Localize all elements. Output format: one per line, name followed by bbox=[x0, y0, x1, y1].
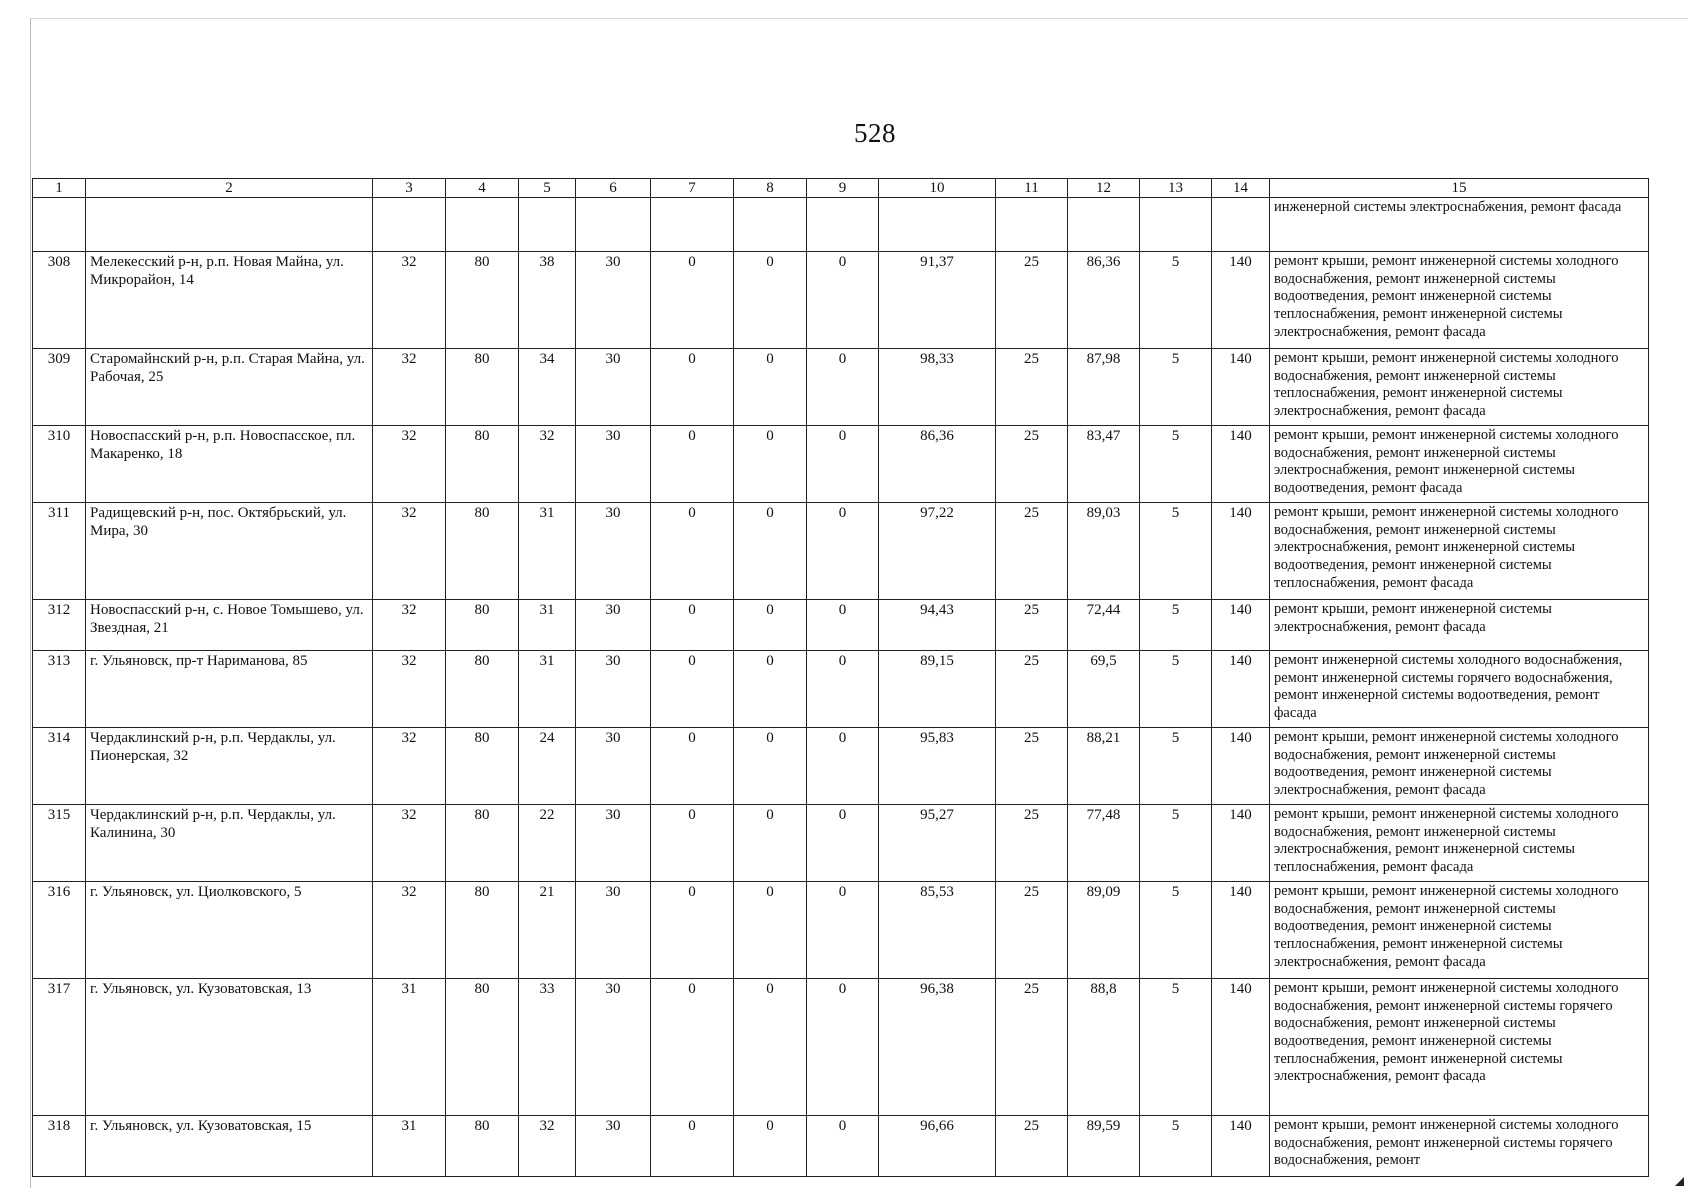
cell-value: 0 bbox=[807, 979, 879, 1116]
column-header: 8 bbox=[734, 179, 807, 198]
cell-value: 89,09 bbox=[1068, 882, 1140, 979]
cell-value: 32 bbox=[373, 252, 446, 349]
cell-value: 140 bbox=[1212, 882, 1270, 979]
table-row bbox=[33, 198, 1649, 252]
column-header: 7 bbox=[651, 179, 734, 198]
cell-value bbox=[734, 198, 807, 252]
cell-value bbox=[996, 198, 1068, 252]
cell-value: 31 bbox=[373, 979, 446, 1116]
cell-works: ремонт крыши, ремонт инженерной системы холодного водоснабжения, ремонт инженерной системы электроснабжения, ремонт инженерной системы водоотведения, ремонт инженерной системы теплоснабжения, ремонт фасада bbox=[1270, 503, 1649, 600]
cell-value: 0 bbox=[807, 882, 879, 979]
cell-value: 89,15 bbox=[879, 651, 996, 728]
cell-value: 0 bbox=[651, 882, 734, 979]
cell-value: 140 bbox=[1212, 1116, 1270, 1177]
cell-works: ремонт крыши, ремонт инженерной системы холодного водоснабжения, ремонт инженерной системы водоотведения, ремонт инженерной системы электроснабжения, ремонт фасада bbox=[1270, 728, 1649, 805]
cell-value: 140 bbox=[1212, 252, 1270, 349]
cell-value: 5 bbox=[1140, 805, 1212, 882]
cell-value: 89,03 bbox=[1068, 503, 1140, 600]
table-row bbox=[33, 349, 1649, 426]
cell-value: 97,22 bbox=[879, 503, 996, 600]
cell-row-number: 311 bbox=[33, 503, 86, 600]
cell-value: 30 bbox=[576, 426, 651, 503]
cell-value: 91,37 bbox=[879, 252, 996, 349]
cell-address: Чердаклинский р-н, р.п. Чердаклы, ул. Калинина, 30 bbox=[86, 805, 373, 882]
cell-address: Мелекесский р-н, р.п. Новая Майна, ул. Микрорайон, 14 bbox=[86, 252, 373, 349]
cell-value: 0 bbox=[734, 349, 807, 426]
cell-value: 25 bbox=[996, 651, 1068, 728]
cell-value: 88,8 bbox=[1068, 979, 1140, 1116]
table-row bbox=[33, 252, 1649, 349]
cell-value bbox=[519, 198, 576, 252]
cell-value: 0 bbox=[807, 1116, 879, 1177]
cell-value: 0 bbox=[734, 979, 807, 1116]
cell-row-number: 309 bbox=[33, 349, 86, 426]
cell-value: 0 bbox=[807, 600, 879, 651]
cell-value: 77,48 bbox=[1068, 805, 1140, 882]
cell-value: 25 bbox=[996, 805, 1068, 882]
cell-value: 0 bbox=[651, 426, 734, 503]
cell-address: г. Ульяновск, ул. Циолковского, 5 bbox=[86, 882, 373, 979]
cell-value: 30 bbox=[576, 252, 651, 349]
cell-value: 31 bbox=[519, 503, 576, 600]
cell-address: Новоспасский р-н, с. Новое Томышево, ул. Звездная, 21 bbox=[86, 600, 373, 651]
cell-address: Радищевский р-н, пос. Октябрьский, ул. Мира, 30 bbox=[86, 503, 373, 600]
cell-value: 0 bbox=[734, 728, 807, 805]
cell-value: 140 bbox=[1212, 805, 1270, 882]
cell-row-number: 316 bbox=[33, 882, 86, 979]
cell-address: Старомайнский р-н, р.п. Старая Майна, ул. Рабочая, 25 bbox=[86, 349, 373, 426]
corner-triangle-icon bbox=[1675, 1177, 1684, 1186]
cell-value: 38 bbox=[519, 252, 576, 349]
cell-value: 0 bbox=[807, 349, 879, 426]
cell-works: ремонт крыши, ремонт инженерной системы холодного водоснабжения, ремонт инженерной системы горячего водоснабжения, ремонт инженерной системы водоотведения, ремонт инженерной системы теплоснабжения, ремонт инженерной системы электроснабжения, ремонт фасада bbox=[1270, 979, 1649, 1116]
cell-value: 96,38 bbox=[879, 979, 996, 1116]
column-header: 15 bbox=[1270, 179, 1649, 198]
cell-value: 0 bbox=[734, 805, 807, 882]
cell-value: 30 bbox=[576, 600, 651, 651]
cell-row-number: 310 bbox=[33, 426, 86, 503]
column-header: 13 bbox=[1140, 179, 1212, 198]
cell-value: 98,33 bbox=[879, 349, 996, 426]
cell-value: 87,98 bbox=[1068, 349, 1140, 426]
cell-value: 30 bbox=[576, 979, 651, 1116]
cell-value: 88,21 bbox=[1068, 728, 1140, 805]
cell-value: 32 bbox=[373, 503, 446, 600]
cell-works: ремонт крыши, ремонт инженерной системы холодного водоснабжения, ремонт инженерной системы водоотведения, ремонт инженерной системы теплоснабжения, ремонт инженерной системы электроснабжения, ремонт фасада bbox=[1270, 252, 1649, 349]
cell-works: ремонт крыши, ремонт инженерной системы холодного водоснабжения, ремонт инженерной системы электроснабжения, ремонт инженерной системы водоотведения, ремонт фасада bbox=[1270, 426, 1649, 503]
cell-value bbox=[879, 198, 996, 252]
cell-value: 85,53 bbox=[879, 882, 996, 979]
cell-value: 25 bbox=[996, 728, 1068, 805]
cell-value bbox=[1068, 198, 1140, 252]
cell-value: 25 bbox=[996, 979, 1068, 1116]
cell-value: 140 bbox=[1212, 651, 1270, 728]
table-row bbox=[33, 728, 1649, 805]
cell-value: 140 bbox=[1212, 728, 1270, 805]
table-row bbox=[33, 1116, 1649, 1177]
cell-value: 32 bbox=[373, 651, 446, 728]
cell-works: ремонт крыши, ремонт инженерной системы холодного водоснабжения, ремонт инженерной системы водоотведения, ремонт инженерной системы теплоснабжения, ремонт инженерной системы электроснабжения, ремонт фасада bbox=[1270, 882, 1649, 979]
cell-value: 0 bbox=[807, 728, 879, 805]
cell-value: 80 bbox=[446, 651, 519, 728]
cell-value: 0 bbox=[651, 1116, 734, 1177]
cell-value bbox=[651, 198, 734, 252]
cell-value: 5 bbox=[1140, 728, 1212, 805]
cell-value: 94,43 bbox=[879, 600, 996, 651]
cell-value: 95,83 bbox=[879, 728, 996, 805]
cell-value: 5 bbox=[1140, 651, 1212, 728]
cell-value: 30 bbox=[576, 805, 651, 882]
cell-value: 31 bbox=[373, 1116, 446, 1177]
cell-value: 80 bbox=[446, 503, 519, 600]
cell-value: 5 bbox=[1140, 252, 1212, 349]
cell-value: 5 bbox=[1140, 1116, 1212, 1177]
cell-value bbox=[576, 198, 651, 252]
column-header: 2 bbox=[86, 179, 373, 198]
cell-value: 140 bbox=[1212, 349, 1270, 426]
cell-value: 0 bbox=[734, 426, 807, 503]
cell-works: ремонт инженерной системы холодного водоснабжения, ремонт инженерной системы горячего водоснабжения, ремонт инженерной системы водоотведения, ремонт фасада bbox=[1270, 651, 1649, 728]
cell-value: 0 bbox=[734, 252, 807, 349]
column-header: 6 bbox=[576, 179, 651, 198]
cell-value: 5 bbox=[1140, 426, 1212, 503]
cell-value: 140 bbox=[1212, 426, 1270, 503]
cell-value: 0 bbox=[807, 805, 879, 882]
cell-works: ремонт крыши, ремонт инженерной системы электроснабжения, ремонт фасада bbox=[1270, 600, 1649, 651]
table-row bbox=[33, 805, 1649, 882]
cell-value: 30 bbox=[576, 503, 651, 600]
cell-value: 25 bbox=[996, 252, 1068, 349]
cell-value: 25 bbox=[996, 1116, 1068, 1177]
cell-works: ремонт крыши, ремонт инженерной системы холодного водоснабжения, ремонт инженерной системы горячего водоснабжения, ремонт bbox=[1270, 1116, 1649, 1177]
cell-value: 0 bbox=[734, 882, 807, 979]
cell-value: 31 bbox=[519, 651, 576, 728]
cell-value: 25 bbox=[996, 426, 1068, 503]
table-row bbox=[33, 651, 1649, 728]
cell-value: 0 bbox=[734, 1116, 807, 1177]
cell-value: 21 bbox=[519, 882, 576, 979]
cell-value: 0 bbox=[651, 503, 734, 600]
cell-value: 0 bbox=[807, 252, 879, 349]
cell-value: 80 bbox=[446, 600, 519, 651]
column-header: 11 bbox=[996, 179, 1068, 198]
cell-value: 95,27 bbox=[879, 805, 996, 882]
cell-value: 0 bbox=[734, 503, 807, 600]
cell-value: 30 bbox=[576, 1116, 651, 1177]
page-number: 528 bbox=[854, 118, 896, 148]
cell-row-number: 318 bbox=[33, 1116, 86, 1177]
column-header: 10 bbox=[879, 179, 996, 198]
cell-value: 0 bbox=[651, 600, 734, 651]
cell-value: 83,47 bbox=[1068, 426, 1140, 503]
cell-value: 0 bbox=[651, 349, 734, 426]
cell-value: 0 bbox=[651, 805, 734, 882]
cell-value: 30 bbox=[576, 651, 651, 728]
column-header: 4 bbox=[446, 179, 519, 198]
table-row bbox=[33, 503, 1649, 600]
column-header: 12 bbox=[1068, 179, 1140, 198]
cell-works: ремонт крыши, ремонт инженерной системы холодного водоснабжения, ремонт инженерной системы теплоснабжения, ремонт инженерной системы электроснабжения, ремонт фасада bbox=[1270, 349, 1649, 426]
cell-value: 0 bbox=[807, 651, 879, 728]
cell-value: 80 bbox=[446, 728, 519, 805]
cell-value: 25 bbox=[996, 600, 1068, 651]
cell-value: 5 bbox=[1140, 349, 1212, 426]
table-row bbox=[33, 979, 1649, 1116]
cell-value: 30 bbox=[576, 728, 651, 805]
column-header: 3 bbox=[373, 179, 446, 198]
cell-value: 22 bbox=[519, 805, 576, 882]
cell-value: 32 bbox=[373, 349, 446, 426]
cell-address bbox=[86, 198, 373, 252]
cell-value: 80 bbox=[446, 426, 519, 503]
table-row bbox=[33, 600, 1649, 651]
cell-value: 80 bbox=[446, 979, 519, 1116]
cell-works: ремонт крыши, ремонт инженерной системы холодного водоснабжения, ремонт инженерной системы электроснабжения, ремонт инженерной системы теплоснабжения, ремонт фасада bbox=[1270, 805, 1649, 882]
cell-value: 30 bbox=[576, 349, 651, 426]
cell-value: 69,5 bbox=[1068, 651, 1140, 728]
cell-row-number: 312 bbox=[33, 600, 86, 651]
cell-address: Новоспасский р-н, р.п. Новоспасское, пл. Макаренко, 18 bbox=[86, 426, 373, 503]
cell-value: 32 bbox=[373, 600, 446, 651]
cell-value: 5 bbox=[1140, 882, 1212, 979]
cell-value: 0 bbox=[651, 979, 734, 1116]
cell-value: 140 bbox=[1212, 600, 1270, 651]
cell-value: 86,36 bbox=[879, 426, 996, 503]
cell-value: 96,66 bbox=[879, 1116, 996, 1177]
cell-address: Чердаклинский р-н, р.п. Чердаклы, ул. Пионерская, 32 bbox=[86, 728, 373, 805]
cell-value: 32 bbox=[373, 805, 446, 882]
cell-value: 32 bbox=[519, 1116, 576, 1177]
cell-value: 89,59 bbox=[1068, 1116, 1140, 1177]
cell-value: 5 bbox=[1140, 979, 1212, 1116]
cell-value bbox=[807, 198, 879, 252]
cell-value: 80 bbox=[446, 805, 519, 882]
header-row bbox=[33, 179, 1649, 198]
cell-value: 0 bbox=[734, 600, 807, 651]
cell-value: 0 bbox=[734, 651, 807, 728]
repair-register-table bbox=[32, 178, 1649, 1177]
cell-value: 0 bbox=[807, 503, 879, 600]
cell-value bbox=[1140, 198, 1212, 252]
cell-value: 32 bbox=[373, 882, 446, 979]
cell-address: г. Ульяновск, ул. Кузоватовская, 15 bbox=[86, 1116, 373, 1177]
cell-value: 24 bbox=[519, 728, 576, 805]
cell-works: инженерной системы электроснабжения, ремонт фасада bbox=[1270, 198, 1649, 252]
column-header: 1 bbox=[33, 179, 86, 198]
cell-row-number bbox=[33, 198, 86, 252]
cell-value: 0 bbox=[807, 426, 879, 503]
cell-value: 140 bbox=[1212, 503, 1270, 600]
table-row bbox=[33, 426, 1649, 503]
cell-value: 31 bbox=[519, 600, 576, 651]
cell-value: 80 bbox=[446, 252, 519, 349]
cell-value: 80 bbox=[446, 1116, 519, 1177]
cell-value: 140 bbox=[1212, 979, 1270, 1116]
cell-value: 0 bbox=[651, 728, 734, 805]
cell-value: 33 bbox=[519, 979, 576, 1116]
cell-value bbox=[446, 198, 519, 252]
cell-value: 0 bbox=[651, 252, 734, 349]
column-header: 5 bbox=[519, 179, 576, 198]
cell-address: г. Ульяновск, ул. Кузоватовская, 13 bbox=[86, 979, 373, 1116]
cell-value: 32 bbox=[519, 426, 576, 503]
cell-row-number: 315 bbox=[33, 805, 86, 882]
column-header: 14 bbox=[1212, 179, 1270, 198]
cell-value: 72,44 bbox=[1068, 600, 1140, 651]
cell-value: 32 bbox=[373, 728, 446, 805]
cell-row-number: 313 bbox=[33, 651, 86, 728]
column-header: 9 bbox=[807, 179, 879, 198]
cell-row-number: 308 bbox=[33, 252, 86, 349]
cell-address: г. Ульяновск, пр-т Нариманова, 85 bbox=[86, 651, 373, 728]
cell-value: 34 bbox=[519, 349, 576, 426]
cell-value: 25 bbox=[996, 882, 1068, 979]
cell-value: 80 bbox=[446, 349, 519, 426]
cell-value bbox=[373, 198, 446, 252]
cell-value: 5 bbox=[1140, 600, 1212, 651]
cell-value: 5 bbox=[1140, 503, 1212, 600]
cell-value bbox=[1212, 198, 1270, 252]
cell-value: 80 bbox=[446, 882, 519, 979]
cell-value: 0 bbox=[651, 651, 734, 728]
cell-row-number: 317 bbox=[33, 979, 86, 1116]
cell-row-number: 314 bbox=[33, 728, 86, 805]
cell-value: 25 bbox=[996, 349, 1068, 426]
cell-value: 30 bbox=[576, 882, 651, 979]
table-row bbox=[33, 882, 1649, 979]
cell-value: 32 bbox=[373, 426, 446, 503]
cell-value: 86,36 bbox=[1068, 252, 1140, 349]
cell-value: 25 bbox=[996, 503, 1068, 600]
